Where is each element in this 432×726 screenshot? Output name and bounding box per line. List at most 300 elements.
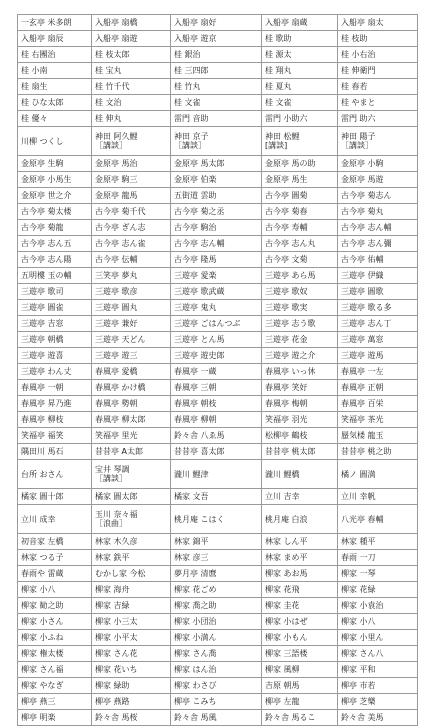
table-row bbox=[18, 348, 418, 364]
table-cell bbox=[92, 348, 171, 364]
table-cell bbox=[18, 412, 92, 428]
table-cell bbox=[262, 15, 338, 31]
table-cell bbox=[18, 111, 92, 127]
performer-name: 柳亭 燕路 bbox=[95, 697, 130, 706]
table-cell bbox=[92, 662, 171, 678]
performer-name: 古今亭 菊之丞 bbox=[174, 207, 225, 216]
performer-name: 林家 木久彦 bbox=[95, 537, 138, 546]
performer-name: 一玄亭 米多朗 bbox=[21, 18, 72, 27]
performer-name: 柳家 小団治 bbox=[174, 617, 217, 626]
table-cell bbox=[338, 31, 418, 47]
performer-name: 春風亭 柳朝 bbox=[174, 415, 217, 424]
performer-name: 桂 竹千代 bbox=[95, 82, 130, 91]
table-cell bbox=[338, 566, 418, 582]
performer-name: 橘家 圓十郎 bbox=[21, 492, 64, 501]
performer-name: 林家 種平 bbox=[341, 537, 376, 546]
table-row bbox=[18, 268, 418, 284]
table-cell bbox=[92, 236, 171, 252]
performer-name: 金原亭 小駒 bbox=[341, 159, 384, 168]
performer-name: 吉原 朝馬 bbox=[265, 681, 300, 690]
table-cell bbox=[262, 489, 338, 505]
performer-name: 立川 幸帆 bbox=[341, 492, 376, 501]
table-cell bbox=[262, 662, 338, 678]
performer-name: 柳家 小もん bbox=[265, 633, 308, 642]
performer-name: 柳家 やなぎ bbox=[21, 681, 64, 690]
table-cell bbox=[171, 505, 262, 534]
table-cell bbox=[338, 678, 418, 694]
performer-name: 雷門 小助六 bbox=[265, 114, 308, 123]
performer-name: 柳亭 芝樂 bbox=[341, 697, 376, 706]
table-cell bbox=[338, 79, 418, 95]
performer-name: 笑福亭 羽光 bbox=[265, 415, 308, 424]
table-cell bbox=[92, 694, 171, 710]
table-cell bbox=[18, 188, 92, 204]
table-cell bbox=[338, 412, 418, 428]
table-cell bbox=[171, 460, 262, 489]
table-cell bbox=[92, 582, 171, 598]
performer-name: 三遊亭 花金 bbox=[265, 335, 308, 344]
table-cell bbox=[338, 268, 418, 284]
table-cell bbox=[92, 79, 171, 95]
performer-name: 柳家 小満ん bbox=[174, 633, 217, 642]
table-cell bbox=[338, 460, 418, 489]
table-cell bbox=[171, 284, 262, 300]
table-cell bbox=[92, 172, 171, 188]
performer-name: 桂 銀治 bbox=[174, 50, 201, 59]
table-cell bbox=[92, 428, 171, 444]
table-cell bbox=[18, 252, 92, 268]
performer-name: 古今亭 佑輔 bbox=[341, 255, 384, 264]
table-cell bbox=[171, 31, 262, 47]
table-cell bbox=[338, 63, 418, 79]
performer-name: 柳家 風柳 bbox=[265, 665, 300, 674]
performer-name: 昔昔亭 桃太郎 bbox=[265, 447, 316, 456]
table-cell bbox=[262, 630, 338, 646]
performer-name: 三遊亭 萬窓 bbox=[341, 335, 384, 344]
table-cell bbox=[338, 630, 418, 646]
table-row bbox=[18, 694, 418, 710]
table-cell bbox=[92, 31, 171, 47]
performer-name: 蜃気楼 龍玉 bbox=[341, 431, 384, 440]
table-cell bbox=[92, 412, 171, 428]
table-cell bbox=[92, 444, 171, 460]
performer-name: 三遊亭 伊織 bbox=[341, 271, 384, 280]
table-cell bbox=[338, 316, 418, 332]
table-cell bbox=[171, 63, 262, 79]
table-cell bbox=[18, 47, 92, 63]
performer-name: 春風亭 昇乃進 bbox=[21, 399, 72, 408]
table-cell bbox=[171, 566, 262, 582]
table-cell bbox=[338, 396, 418, 412]
table-cell bbox=[262, 348, 338, 364]
table-cell bbox=[92, 156, 171, 172]
performer-name: 昔昔亭 桃之助 bbox=[341, 447, 392, 456]
table-cell bbox=[92, 710, 171, 726]
table-row bbox=[18, 505, 418, 534]
table-cell bbox=[18, 79, 92, 95]
table-cell bbox=[18, 550, 92, 566]
table-cell bbox=[262, 332, 338, 348]
table-row bbox=[18, 534, 418, 550]
performer-name: 春雨 一刀 bbox=[341, 553, 376, 562]
table-cell bbox=[171, 332, 262, 348]
table-row bbox=[18, 220, 418, 236]
table-cell bbox=[92, 505, 171, 534]
performer-name: 春風亭 一蔵 bbox=[174, 367, 217, 376]
performer-name: 林家 しん平 bbox=[265, 537, 308, 546]
table-cell bbox=[338, 444, 418, 460]
table-cell bbox=[171, 630, 262, 646]
performer-name: 柳家 小里ん bbox=[341, 633, 384, 642]
performer-name: 金原亭 馬の助 bbox=[265, 159, 316, 168]
performer-name: 三遊亭 遊馬 bbox=[341, 351, 384, 360]
performer-name: 三笑亭 夢丸 bbox=[95, 271, 138, 280]
table-cell bbox=[18, 172, 92, 188]
table-cell bbox=[171, 694, 262, 710]
table-cell bbox=[262, 31, 338, 47]
table-cell bbox=[18, 614, 92, 630]
table-cell bbox=[262, 534, 338, 550]
table-row bbox=[18, 412, 418, 428]
performer-name: 柳家 吉緑 bbox=[95, 601, 130, 610]
performer-name: 春風亭 正朝 bbox=[341, 383, 384, 392]
table-cell bbox=[262, 550, 338, 566]
table-row bbox=[18, 204, 418, 220]
table-cell bbox=[262, 505, 338, 534]
performer-name: 古今亭 志ん輔 bbox=[341, 223, 392, 232]
performer-name: 古今亭 菊千代 bbox=[95, 207, 146, 216]
performer-name: 鈴々舎 馬るこ bbox=[265, 713, 316, 722]
performer-name: 三遊亭 天どん bbox=[95, 335, 146, 344]
table-row bbox=[18, 630, 418, 646]
table-cell bbox=[262, 156, 338, 172]
table-cell bbox=[171, 268, 262, 284]
table-row bbox=[18, 316, 418, 332]
table-cell bbox=[262, 63, 338, 79]
performer-name: 柳家 平和 bbox=[341, 665, 376, 674]
performer-name: 柳家 あお馬 bbox=[265, 569, 308, 578]
performer-name: 柳家 花飛 bbox=[265, 585, 300, 594]
table-cell bbox=[92, 268, 171, 284]
performer-name: 五明樓 玉の輔 bbox=[21, 271, 72, 280]
table-cell bbox=[171, 127, 262, 156]
table-cell bbox=[18, 15, 92, 31]
table-row bbox=[18, 95, 418, 111]
performer-name: 柳家 小ふね bbox=[21, 633, 64, 642]
table-cell bbox=[338, 489, 418, 505]
table-cell bbox=[171, 79, 262, 95]
performer-table-body bbox=[18, 15, 418, 726]
performer-name: 桂 源太 bbox=[265, 50, 292, 59]
table-cell bbox=[262, 598, 338, 614]
table-cell bbox=[171, 348, 262, 364]
performer-name: 柳亭 左龍 bbox=[265, 697, 300, 706]
table-cell bbox=[338, 15, 418, 31]
performer-name: 柳家 はん治 bbox=[174, 665, 217, 674]
table-cell bbox=[262, 380, 338, 396]
table-cell bbox=[171, 111, 262, 127]
performer-name: 三遊亭 志ん丁 bbox=[341, 319, 392, 328]
table-cell bbox=[262, 268, 338, 284]
performer-name: 立川 吉幸 bbox=[265, 492, 300, 501]
performer-name: 古今亭 菊太楼 bbox=[21, 207, 72, 216]
performer-name: 桂 枝助 bbox=[341, 34, 368, 43]
performer-name: 柳家 小八 bbox=[341, 617, 376, 626]
table-cell bbox=[18, 348, 92, 364]
table-cell bbox=[262, 188, 338, 204]
table-cell bbox=[92, 284, 171, 300]
genre-label: ［講談］ bbox=[95, 141, 127, 150]
table-cell bbox=[18, 489, 92, 505]
table-cell bbox=[18, 598, 92, 614]
table-cell bbox=[18, 204, 92, 220]
performer-name: 春風亭 柳太郎 bbox=[95, 415, 146, 424]
performer-name: 柳家 花緑 bbox=[341, 585, 376, 594]
table-row bbox=[18, 598, 418, 614]
table-cell bbox=[171, 489, 262, 505]
performer-name: 柳家 喬之助 bbox=[174, 601, 217, 610]
table-row bbox=[18, 252, 418, 268]
performer-name: 三遊亭 歌司 bbox=[21, 287, 64, 296]
performer-name: 三遊亭 歌奴 bbox=[265, 287, 308, 296]
performer-name: 金原亭 馬生 bbox=[265, 175, 308, 184]
performer-name: 春風亭 梅朝 bbox=[265, 399, 308, 408]
genre-label: ［講談］ bbox=[95, 474, 127, 483]
performer-name: 三遊亭 遊喜 bbox=[21, 351, 64, 360]
table-cell bbox=[92, 188, 171, 204]
table-cell bbox=[18, 582, 92, 598]
table-cell bbox=[92, 364, 171, 380]
table-cell bbox=[262, 428, 338, 444]
table-cell bbox=[171, 396, 262, 412]
performer-name: 春風亭 かけ橋 bbox=[95, 383, 146, 392]
table-cell bbox=[171, 188, 262, 204]
table-cell bbox=[338, 111, 418, 127]
table-cell bbox=[18, 300, 92, 316]
table-cell bbox=[262, 694, 338, 710]
table-cell bbox=[338, 188, 418, 204]
performer-name: 桂 文雀 bbox=[174, 98, 201, 107]
performer-name: 柳亭 こみち bbox=[174, 697, 217, 706]
table-cell bbox=[338, 204, 418, 220]
performer-name: 林家 つる子 bbox=[21, 553, 64, 562]
table-cell bbox=[338, 694, 418, 710]
performer-name: 入船亭 扇太 bbox=[341, 18, 384, 27]
genre-label: ［浪曲］ bbox=[95, 519, 127, 528]
table-row bbox=[18, 380, 418, 396]
performer-name: 春風亭 笑好 bbox=[265, 383, 308, 392]
table-cell bbox=[92, 489, 171, 505]
table-row bbox=[18, 31, 418, 47]
performer-name: 金原亭 馬遊 bbox=[341, 175, 384, 184]
genre-label: [講談] bbox=[265, 141, 288, 150]
table-cell bbox=[92, 550, 171, 566]
table-cell bbox=[18, 95, 92, 111]
performer-name: 立川 成幸 bbox=[21, 514, 56, 524]
table-cell bbox=[171, 316, 262, 332]
performer-name: 柳家 勧之助 bbox=[21, 601, 64, 610]
table-cell bbox=[18, 63, 92, 79]
table-cell bbox=[18, 364, 92, 380]
performer-name: 隅田川 馬石 bbox=[21, 447, 64, 456]
table-cell bbox=[92, 220, 171, 236]
performer-name: 神田 阿久鯉 bbox=[95, 132, 138, 141]
performer-name: 桃月庵 白浪 bbox=[265, 514, 308, 524]
table-cell bbox=[171, 172, 262, 188]
table-cell bbox=[92, 630, 171, 646]
performer-name: 入船亭 遊京 bbox=[174, 34, 217, 43]
table-row bbox=[18, 156, 418, 172]
genre-label: ［講談］ bbox=[174, 141, 206, 150]
performer-name: 林家 まめ平 bbox=[265, 553, 308, 562]
table-cell bbox=[18, 220, 92, 236]
table-cell bbox=[92, 15, 171, 31]
performer-name: 八光亭 春輔 bbox=[341, 514, 384, 524]
performer-name: 古今亭 伝輔 bbox=[95, 255, 138, 264]
performer-name: 金原亭 小馬生 bbox=[21, 175, 72, 184]
table-cell bbox=[18, 460, 92, 489]
table-cell bbox=[171, 428, 262, 444]
table-cell bbox=[18, 444, 92, 460]
performer-name: 笑福亭 茶光 bbox=[341, 415, 384, 424]
performer-name: 台所 おさん bbox=[21, 469, 64, 479]
performer-name: 入船亭 扇蔵 bbox=[265, 18, 308, 27]
table-cell bbox=[92, 332, 171, 348]
performer-name: 桂 やまと bbox=[341, 98, 376, 107]
table-cell bbox=[18, 678, 92, 694]
performer-name: 三遊亭 兼好 bbox=[95, 319, 138, 328]
performer-name: 三遊亭 歌実 bbox=[265, 303, 308, 312]
performer-name: 柳家 小はぜ bbox=[265, 617, 308, 626]
table-cell bbox=[262, 364, 338, 380]
table-cell bbox=[18, 31, 92, 47]
table-cell bbox=[338, 505, 418, 534]
table-cell bbox=[338, 646, 418, 662]
performer-name: 三遊亭 圓丸 bbox=[95, 303, 138, 312]
table-cell bbox=[171, 646, 262, 662]
performer-name: 金原亭 龍馬 bbox=[95, 191, 138, 200]
table-cell bbox=[338, 220, 418, 236]
performer-name: 三遊亭 圓雀 bbox=[21, 303, 64, 312]
table-row bbox=[18, 460, 418, 489]
table-cell bbox=[171, 614, 262, 630]
performer-name: 古今亭 志ん五 bbox=[21, 239, 72, 248]
performer-name: 柳家 花ごめ bbox=[174, 585, 217, 594]
table-cell bbox=[18, 396, 92, 412]
performer-name: 春風亭 いっ休 bbox=[265, 367, 316, 376]
table-cell bbox=[262, 172, 338, 188]
performer-name: 五街道 雲助 bbox=[174, 191, 217, 200]
performer-name: 柳家 小袁治 bbox=[341, 601, 384, 610]
table-cell bbox=[18, 284, 92, 300]
table-row bbox=[18, 79, 418, 95]
table-cell bbox=[171, 662, 262, 678]
table-cell bbox=[262, 678, 338, 694]
table-row bbox=[18, 332, 418, 348]
performer-name: 神田 京子 bbox=[174, 132, 209, 141]
table-cell bbox=[171, 678, 262, 694]
performer-name: 川柳 つくし bbox=[21, 136, 64, 146]
table-row bbox=[18, 614, 418, 630]
table-cell bbox=[262, 220, 338, 236]
table-cell bbox=[262, 396, 338, 412]
performer-name: 金原亭 馬太郎 bbox=[174, 159, 225, 168]
performer-name: 古今亭 志ん丸 bbox=[265, 239, 316, 248]
table-cell bbox=[171, 236, 262, 252]
table-cell bbox=[92, 534, 171, 550]
table-cell bbox=[171, 252, 262, 268]
table-cell bbox=[92, 614, 171, 630]
performer-name: 金原亭 伯楽 bbox=[174, 175, 217, 184]
performer-name: 柳家 小八 bbox=[21, 585, 56, 594]
performer-name: 金原亭 世之介 bbox=[21, 191, 72, 200]
performer-table bbox=[17, 14, 418, 726]
performer-name: 瀧川 鯉橋 bbox=[265, 469, 300, 479]
table-cell bbox=[338, 710, 418, 726]
table-cell bbox=[338, 156, 418, 172]
table-row bbox=[18, 678, 418, 694]
table-row bbox=[18, 489, 418, 505]
performer-name: 古今亭 菊志ん bbox=[341, 191, 392, 200]
performer-name: 桂 文雀 bbox=[265, 98, 292, 107]
table-cell bbox=[92, 127, 171, 156]
table-row bbox=[18, 662, 418, 678]
table-cell bbox=[338, 550, 418, 566]
table-cell bbox=[262, 710, 338, 726]
performer-name: 神田 陽子 bbox=[341, 132, 376, 141]
genre-label: ［講談］ bbox=[341, 141, 373, 150]
table-row bbox=[18, 550, 418, 566]
table-row bbox=[18, 444, 418, 460]
table-cell bbox=[262, 284, 338, 300]
table-cell bbox=[338, 534, 418, 550]
table-cell bbox=[171, 710, 262, 726]
performer-name: 入船亭 扇橋 bbox=[95, 18, 138, 27]
performer-name: 古今亭 寿輔 bbox=[265, 223, 308, 232]
performer-name: 桂 優々 bbox=[21, 114, 48, 123]
performer-name: 桂 文治 bbox=[95, 98, 122, 107]
performer-name: 柳亭 市若 bbox=[341, 681, 376, 690]
table-cell bbox=[171, 598, 262, 614]
performer-name: 桃月庵 こはく bbox=[174, 514, 225, 524]
performer-name: 柳家 さん喬 bbox=[174, 649, 217, 658]
table-row bbox=[18, 710, 418, 726]
performer-name: 古今亭 駒治 bbox=[174, 223, 217, 232]
performer-name: 桂 宝丸 bbox=[95, 66, 122, 75]
table-cell bbox=[171, 444, 262, 460]
table-row bbox=[18, 566, 418, 582]
table-cell bbox=[92, 47, 171, 63]
performer-name: 宝井 琴調 bbox=[95, 465, 130, 474]
table-cell bbox=[171, 95, 262, 111]
performer-name: 春風亭 百栄 bbox=[341, 399, 384, 408]
table-cell bbox=[262, 460, 338, 489]
performer-name: 春風亭 勢朝 bbox=[95, 399, 138, 408]
table-cell bbox=[18, 630, 92, 646]
table-cell bbox=[18, 428, 92, 444]
performer-name: 昔昔亭 喜太郎 bbox=[174, 447, 225, 456]
performer-name: 金原亭 馬治 bbox=[95, 159, 138, 168]
performer-name: 桂 右團治 bbox=[21, 50, 56, 59]
table-cell bbox=[18, 646, 92, 662]
table-cell bbox=[92, 678, 171, 694]
performer-name: 桂 翔丸 bbox=[265, 66, 292, 75]
performer-name: 入船亭 扇好 bbox=[174, 18, 217, 27]
table-cell bbox=[338, 252, 418, 268]
table-cell bbox=[338, 332, 418, 348]
table-cell bbox=[262, 646, 338, 662]
performer-name: 柳家 さん福 bbox=[21, 665, 64, 674]
